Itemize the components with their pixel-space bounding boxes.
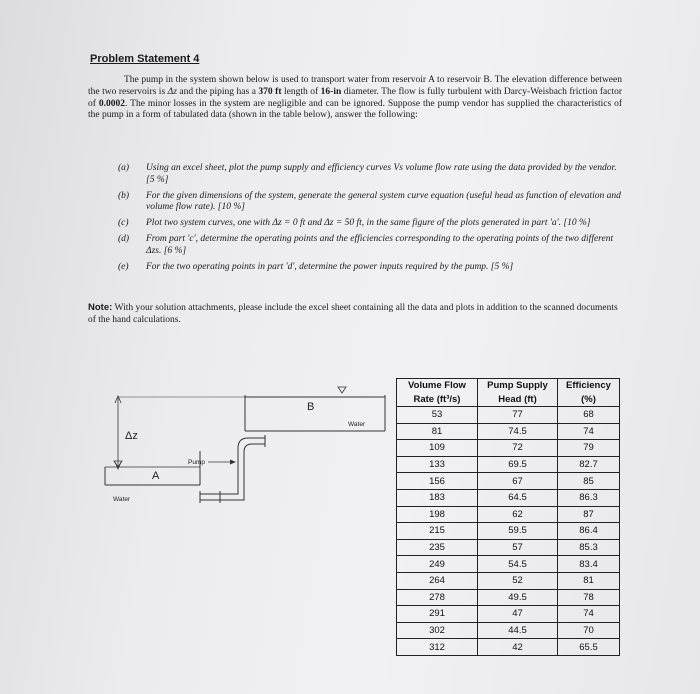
label-water-a: Water (113, 496, 131, 503)
label-pump: Pump (188, 459, 205, 466)
cell-flow: 302 (397, 622, 478, 639)
cell-head: 64.5 (478, 489, 558, 506)
reservoir-a (105, 451, 200, 503)
table-row (397, 440, 620, 457)
cell-flow: 156 (397, 473, 478, 490)
cell-efficiency: 82.7 (558, 456, 620, 473)
cell-head: 77 (478, 407, 558, 424)
cell-efficiency: 86.4 (558, 523, 620, 540)
cell-head: 74.5 (478, 423, 558, 440)
header-pump-supply-unit: Head (ft) (478, 393, 558, 407)
cell-flow: 235 (397, 539, 478, 556)
cell-efficiency: 81 (558, 572, 620, 589)
pump-callout (188, 459, 236, 466)
cell-flow: 109 (397, 440, 478, 457)
cell-flow: 312 (397, 639, 478, 656)
cell-flow: 249 (397, 556, 478, 573)
cell-efficiency: 74 (558, 606, 620, 623)
cell-efficiency: 85.3 (558, 539, 620, 556)
header-volume-flow: Volume Flow (397, 379, 478, 393)
table-row (397, 556, 620, 573)
question-item: (a) Using an excel sheet, plot the pump supply and efficiency curves Vs volume flow rate using the data provided by the vendor. [5 %] (118, 163, 617, 185)
question-list (118, 163, 624, 277)
cell-flow: 291 (397, 606, 478, 623)
table-row (397, 639, 620, 656)
table-row (397, 489, 620, 506)
cell-flow: 183 (397, 489, 478, 506)
reservoir-b (245, 387, 385, 431)
water-level-b-icon (338, 387, 346, 393)
pump-data-table (396, 378, 620, 656)
cell-flow: 278 (397, 589, 478, 606)
header-pump-supply: Pump Supply (478, 379, 558, 393)
cell-flow: 53 (397, 407, 478, 424)
table-row (397, 606, 620, 623)
table-row (397, 589, 620, 606)
cell-head: 69.5 (478, 456, 558, 473)
pump-system-diagram (100, 385, 390, 525)
problem-heading: Problem Statement 4 (90, 53, 200, 65)
cell-head: 49.5 (478, 589, 558, 606)
cell-head: 42 (478, 639, 558, 656)
label-water-b: Water (348, 421, 366, 428)
cell-head: 67 (478, 473, 558, 490)
cell-efficiency: 83.4 (558, 556, 620, 573)
header-efficiency: Efficiency (558, 379, 620, 393)
question-item: (c) Plot two system curves, one with Δz = 0 ft and Δz = 50 ft, in the same figure of the plots generated in part 'a'. [10 %] (118, 218, 591, 229)
question-item: (d) From part 'c', determine the operating points and the efficiencies corresponding to the operating points of the two different Δzs. [6 %] (118, 233, 614, 256)
table-row (397, 423, 620, 440)
cell-efficiency: 87 (558, 506, 620, 523)
submission-note: Note: With your solution attachments, please include the excel sheet containing all the data and plots in addition to the scanned documents of the hand calculations. (88, 302, 618, 325)
label-b: B (307, 401, 315, 413)
cell-head: 72 (478, 440, 558, 457)
cell-flow: 198 (397, 506, 478, 523)
cell-flow: 215 (397, 523, 478, 540)
pump-arrow-icon (230, 460, 236, 465)
cell-efficiency: 86.3 (558, 489, 620, 506)
table-row (397, 473, 620, 490)
cell-flow: 81 (397, 423, 478, 440)
table-row (397, 456, 620, 473)
cell-head: 62 (478, 506, 558, 523)
cell-head: 47 (478, 606, 558, 623)
cell-flow: 264 (397, 572, 478, 589)
table-header-row (397, 393, 620, 407)
problem-description: The pump in the system shown below is used to transport water from reservoir A to reservoir B. The elevation difference between the two reservoirs is Δz and the piping has a 370 ft length of 16-in diameter. The flow is fully turbulent with Darcy-Weisbach friction factor of 0.0002. The minor losses in the system are negligible and can be ignored. Suppose the pump vendor has supplied the characteristics of the pump in a form of tabulated data (shown in the table below), answer the following: (88, 75, 623, 121)
cell-head: 52 (478, 572, 558, 589)
table-row (397, 523, 620, 540)
table-row (397, 506, 620, 523)
cell-efficiency: 70 (558, 622, 620, 639)
cell-efficiency: 78 (558, 589, 620, 606)
table-row (397, 539, 620, 556)
cell-efficiency: 74 (558, 423, 620, 440)
question-item: (b) For the given dimensions of the system, generate the general system curve equation (useful head as function of elevation and volume flow rate). [10 %] (118, 190, 621, 213)
elevation-arrow (115, 396, 246, 469)
label-a: A (152, 470, 160, 482)
cell-head: 54.5 (478, 556, 558, 573)
table-header-row (397, 379, 620, 393)
table-row (397, 407, 620, 424)
piping (200, 435, 265, 503)
cell-head: 44.5 (478, 622, 558, 639)
cell-flow: 133 (397, 456, 478, 473)
table-row (397, 572, 620, 589)
cell-efficiency: 79 (558, 440, 620, 457)
header-volume-flow-unit: Rate (ft³/s) (397, 393, 478, 407)
cell-head: 59.5 (478, 523, 558, 540)
cell-head: 57 (478, 539, 558, 556)
header-efficiency-unit: (%) (558, 393, 620, 407)
cell-efficiency: 85 (558, 473, 620, 490)
cell-efficiency: 65.5 (558, 639, 620, 656)
question-item: (e) For the two operating points in part 'd', determine the power inputs required by the pump. [5 %] (118, 261, 514, 272)
label-dz: Δz (125, 430, 138, 442)
table-row (397, 622, 620, 639)
cell-efficiency: 68 (558, 407, 620, 424)
